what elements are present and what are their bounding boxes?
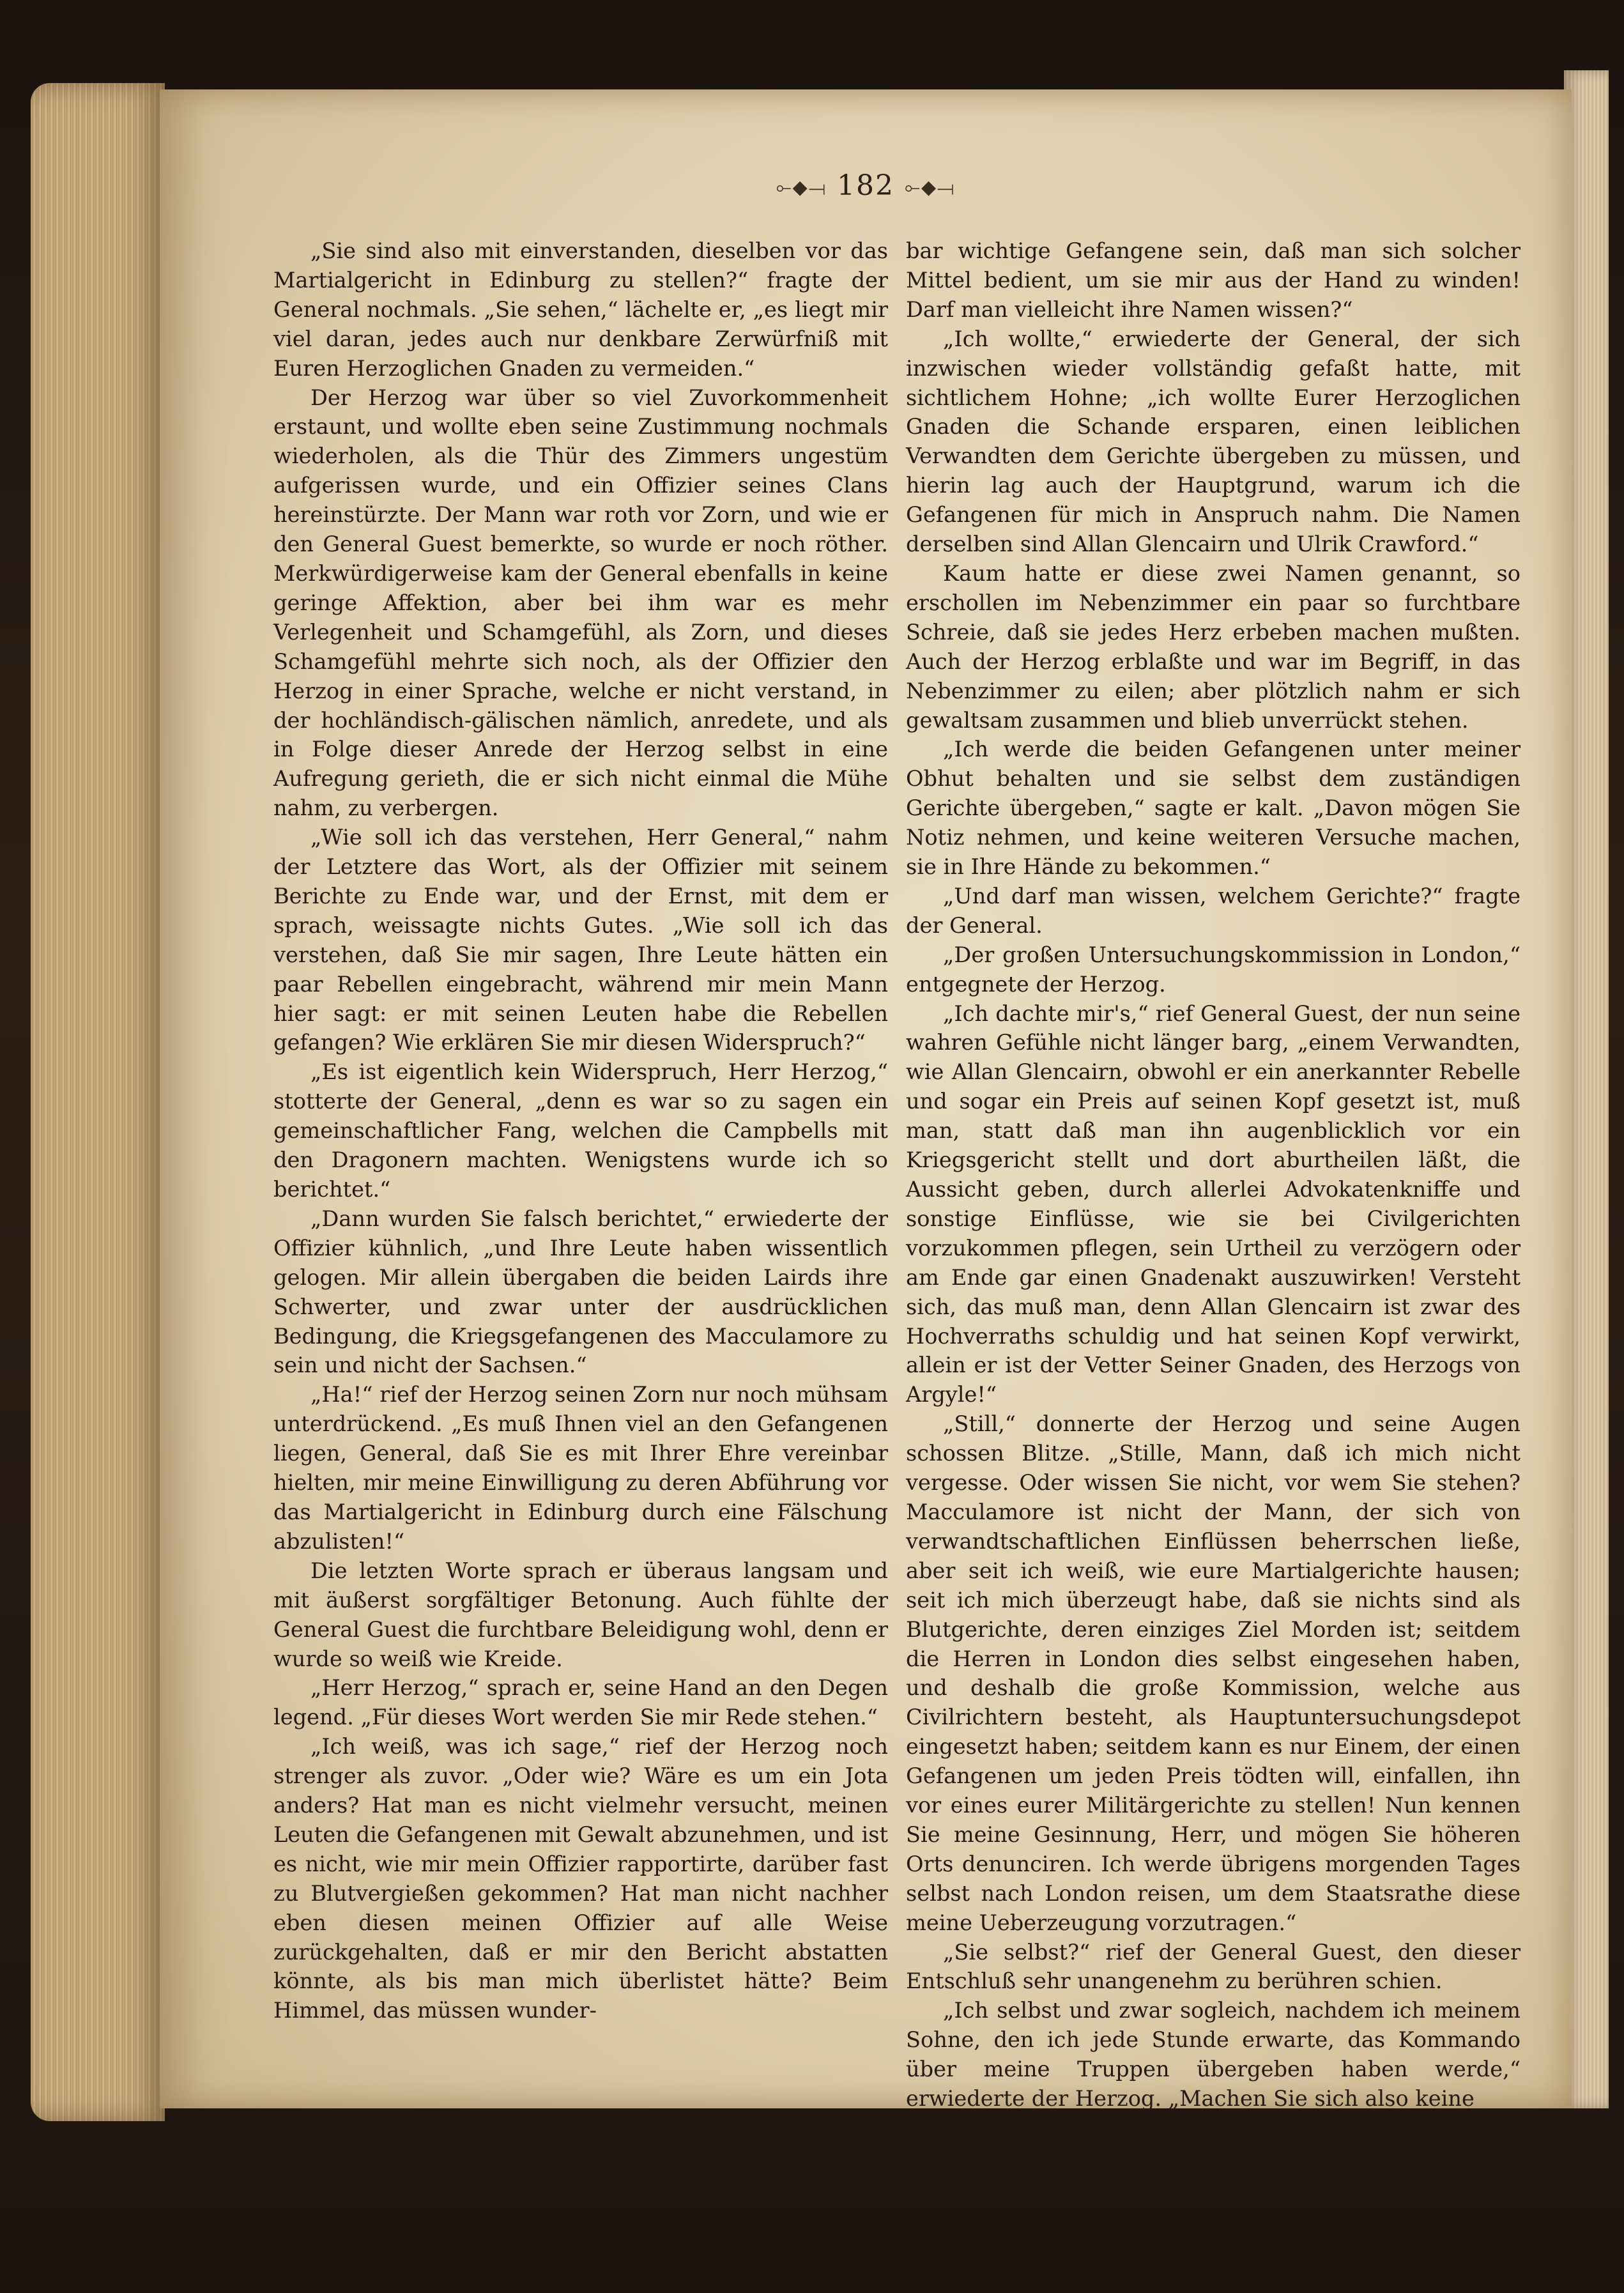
page-number-header <box>160 169 1572 202</box>
paragraph: „Still,“ donnerte der Herzog und seine Augen schossen Blitze. „Stille, Mann, daß ich mich nicht vergesse. Oder wissen Sie nicht, vor wem Sie stehen? Macculamore ist nicht der Mann, der sich von verwandtschaftlichen Einflüssen beherrschen ließe, aber seit ich weiß, wie eure Martialgerichte hausen; seit ich mich überzeugt habe, daß sie nichts sind als Blutgerichte, deren einziges Ziel Morden ist; seitdem die Herren in London dies selbst eingesehen haben, und deshalb die große Kommission, welche aus Civilrichtern besteht, als Hauptuntersuchungsdepot eingesetzt haben; seitdem kann es nur Einem, der einen Gefangenen um jeden Preis tödten will, einfallen, ihn vor eines eurer Militärgerichte zu stellen! Nun kennen Sie meine Gesinnung, Herr, und mögen Sie höheren Orts denunciren. Ich werde übrigens morgenden Tages selbst nach London reisen, um dem Staatsrathe diese meine Ueberzeugung vorzutragen.“ <box>906 1411 1521 1935</box>
paragraph: „Ich dachte mir's,“ rief General Guest, der nun seine wahren Gefühle nicht länger barg, „einem Verwandten, wie Allan Glencairn, obwohl er ein anerkannter Rebelle und sogar ein Preis auf seinen Kopf gesetzt ist, muß man, statt daß man ihn augenblicklich vor ein Kriegsgericht stellt und dort aburtheilen läßt, die Aussicht geben, durch allerlei Advokatenkniffe und sonstige Einflüsse, wie sie bei Civilgerichten vorzukommen pflegen, sein Urtheil zu verzögern oder am Ende gar einen Gnadenakt auszuwirken! Versteht sich, das muß man, denn Allan Glencairn ist zwar des Hochverraths schuldig und hat seinen Kopf verwirkt, allein er ist der Vetter Seiner Gnaden, des Herzogs von Argyle!“ <box>906 1001 1521 1407</box>
paragraph: „Es ist eigentlich kein Widerspruch, Herr Herzog,“ stotterte der General, „denn es war so zu sagen ein gemeinschaftlicher Fang, welchen die Campbells mit den Dragonern machten. Wenigstens wurde ich so berichtet.“ <box>273 1059 888 1202</box>
paragraph: Kaum hatte er diese zwei Namen genannt, so erschollen im Nebenzimmer ein paar so furchtbare Schreie, daß sie jedes Herz erbeben machen mußten. Auch der Herzog erblaßte und war im Begriff, in das Nebenzimmer zu eilen; aber plötzlich nahm er sich gewaltsam zusammen und blieb unverrückt stehen. <box>906 560 1521 733</box>
paragraph: „Ich selbst und zwar sogleich, nachdem ich meinem Sohne, den ich jede Stunde erwarte, das Kommando über meine Truppen übergeben haben werde,“ erwiederte der Herzog. „Machen Sie sich also keine <box>906 1998 1521 2112</box>
paragraph: „Wie soll ich das verstehen, Herr General,“ nahm der Letztere das Wort, als der Offizier mit seinem Berichte zu Ende war, und der Ernst, mit dem er sprach, weissagte nichts Gutes. „Wie soll ich das verstehen, daß Sie mir sagen, Ihre Leute hätten ein paar Rebellen eingebracht, während mir mein Mann hier sagt: er mit seinen Leuten habe die Rebellen gefangen? Wie erklären Sie mir diesen Widerspruch?“ <box>273 825 888 1055</box>
paragraph: „Sie selbst?“ rief der General Guest, den dieser Entschluß sehr unangenehm zu berühren schien. <box>906 1939 1521 1994</box>
paragraph: „Und darf man wissen, welchem Gerichte?“ fragte der General. <box>906 883 1521 938</box>
paragraph: Der Herzog war über so viel Zuvorkommenheit erstaunt, und wollte eben seine Zustimmung nochmals wiederholen, als die Thür des Zimmers ungestüm aufgerissen wurde, und ein Offizier seines Clans hereinstürzte. Der Mann war roth vor Zorn, und wie er den General Guest bemerkte, so wurde er noch röther. Merkwürdigerweise kam der General ebenfalls in keine geringe Affektion, aber bei ihm war es mehr Verlegenheit und Schamgefühl, als Zorn, und dieses Schamgefühl mehrte sich noch, als der Offizier den Herzog in einer Sprache, welche er nicht verstand, in der hochländisch-gälischen nämlich, anredete, und als in Folge dieser Anrede der Herzog selbst in eine Aufregung gerieth, die er sich nicht einmal die Mühe nahm, zu verbergen. <box>273 385 888 821</box>
paragraph: „Ich wollte,“ erwiederte der General, der sich inzwischen wieder vollständig gefaßt hatte, mit sichtlichem Hohne; „ich wollte Eurer Herzoglichen Gnaden die Schande ersparen, einen leiblichen Verwandten dem Gerichte übergeben zu müssen, und hierin lag auch der Hauptgrund, warum ich die Gefangenen für mich in Anspruch nahm. Die Namen derselben sind Allan Glencairn und Ulrik Crawford.“ <box>906 326 1521 557</box>
paragraph: Die letzten Worte sprach er überaus langsam und mit äußerst sorgfältiger Betonung. Auch fühlte der General Guest die furchtbare Beleidigung wohl, denn er wurde so weiß wie Kreide. <box>273 1558 888 1671</box>
paragraph-continuation: bar wichtige Gefangene sein, daß man sich solcher Mittel bedient, um sie mir aus der Hand zu winden! Darf man vielleicht ihre Namen wissen?“ <box>906 238 1521 322</box>
paragraph: „Herr Herzog,“ sprach er, seine Hand an den Degen legend. „Für dieses Wort werden Sie mir Rede stehen.“ <box>273 1675 888 1730</box>
paragraph: „Sie sind also mit einverstanden, dieselben vor das Martialgericht in Edinburg zu stellen?“ fragte der General nochmals. „Sie sehen,“ lächelte er, „es liegt mir viel daran, jedes auch nur denkbare Zerwürfniß mit Euren Herzoglichen Gnaden zu vermeiden.“ <box>273 238 888 381</box>
paragraph: „Ich weiß, was ich sage,“ rief der Herzog noch strenger als zuvor. „Oder wie? Wäre es um ein Jota anders? Hat man es nicht vielmehr versucht, meinen Leuten die Gefangenen mit Gewalt abzunehmen, und ist es nicht, wie mir mein Offizier rapportirte, darüber fast zu Blutvergießen gekommen? Hat man nicht nachher eben diesen meinen Offizier auf alle Weise zurückgehalten, daß er mir den Bericht abstatten könnte, als bis man mich überlistet hätte? Beim Himmel, das müssen wunder- <box>273 1734 888 2023</box>
text-column-right <box>906 236 1521 2113</box>
paragraph: „Ich werde die beiden Gefangenen unter meiner Obhut behalten und sie selbst dem zuständigen Gerichte übergeben,“ sagte er kalt. „Davon mögen Sie Notiz nehmen, und keine weiteren Versuche machen, sie in Ihre Hände zu bekommen.“ <box>906 737 1521 880</box>
ornament-left: ⟜◆⟞ <box>776 176 827 199</box>
page-stack-left <box>31 83 165 2121</box>
book-page <box>160 89 1572 2112</box>
ornament-right: ⟜◆⟞ <box>904 176 956 199</box>
page-number: 182 <box>837 169 894 202</box>
text-column-left <box>273 236 888 2025</box>
paragraph: „Dann wurden Sie falsch berichtet,“ erwiederte der Offizier kühnlich, „und Ihre Leute haben wissentlich gelogen. Mir allein übergaben die beiden Lairds ihre Schwerter, und zwar unter der ausdrücklichen Bedingung, die Kriegsgefangenen des Macculamore zu sein und nicht der Sachsen.“ <box>273 1206 888 1378</box>
paragraph: „Der großen Untersuchungskommission in London,“ entgegnete der Herzog. <box>906 942 1521 997</box>
paragraph: „Ha!“ rief der Herzog seinen Zorn nur noch mühsam unterdrückend. „Es muß Ihnen viel an den Gefangenen liegen, General, daß Sie es mit Ihrer Ehre vereinbar hielten, mir meine Einwilligung zu deren Abführung vor das Martialgericht in Edinburg durch eine Fälschung abzulisten!“ <box>273 1382 888 1554</box>
